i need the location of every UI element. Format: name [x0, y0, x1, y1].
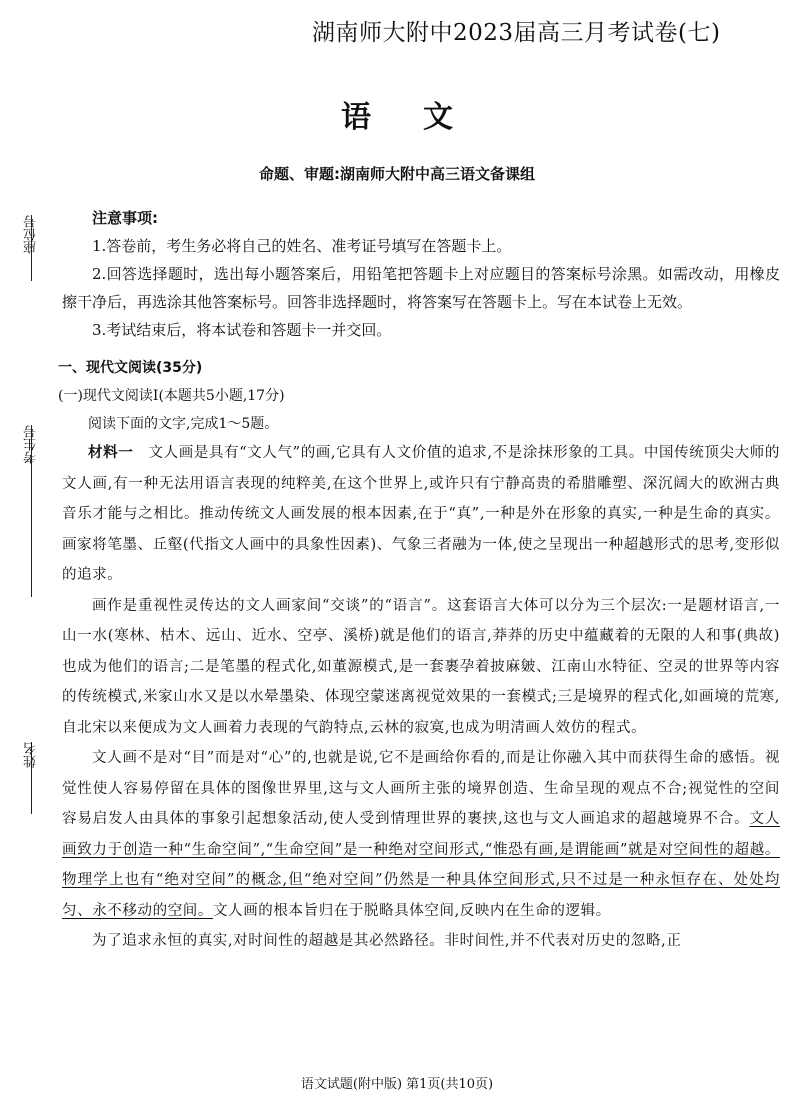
section-subtitle: (一)现代文阅读Ⅰ(本题共5小题,17分): [58, 388, 285, 404]
notice-title: 注意事项:: [92, 209, 158, 227]
seat-label: 座位号: [24, 215, 39, 254]
page-footer: 语文试题(附中版) 第1页(共10页): [300, 1077, 494, 1092]
exam-number-label: 考生号: [24, 425, 39, 464]
name-field: [22, 742, 41, 846]
exam-content: [58, 204, 780, 957]
underlined-passage: 文人画致力于创造一种“生命空间”,“生命空间”是一种绝对空间形式,“惟恐有画,是谓能画”就是对空间性的超越。物理学上也有“绝对空间”的概念,但“绝对空间”仍然是一种具体空间形式,只不过是一种永恒存在、处处均匀、永不移动的空间。: [62, 811, 780, 919]
paragraph-3: [62, 743, 780, 926]
subject-title: 语文: [341, 100, 505, 135]
section-title: 一、现代文阅读(35分): [58, 360, 203, 376]
material-label: 材料一: [88, 445, 134, 461]
instruction: 阅读下面的文字,完成1～5题。: [88, 416, 279, 432]
exam-number-field: [22, 425, 41, 642]
notice-item-1: 1.答卷前，考生务必将自己的姓名、准考证号填写在答题卡上。: [92, 237, 512, 255]
paragraph-2: 画作是重视性灵传达的文人画家间“交谈”的“语言”。这套语言大体可以分为三个层次:一是题材语言,一山一水(寒林、枯木、远山、近水、空亭、溪桥)就是他们的语言,莽莽的历史中蕴藏着的无限的人和事(典故)也成为他们的语言;二是笔墨的程式化,如董源模式,是一套裹孕着披麻皴、江南山水特征、空灵的世界等内容的传统模式,米家山水又是以水晕墨染、体现空蒙迷离视觉效果的一套模式;三是境界的程式化,如画境的荒寒,自北宋以来便成为文人画着力表现的气韵特点,云林的寂寞,也成为明清画人效仿的程式。: [62, 597, 780, 736]
seat-field: [22, 215, 41, 326]
notice-item-3: 3.考试结束后，将本试卷和答题卡一并交回。: [92, 321, 392, 339]
paragraph-1-text: 文人画是具有“文人气”的画,它具有人文价值的追求,不是涂抹形象的工具。中国传统顶尖大师的文人画,有一种无法用语言表现的纯粹美,在这个世界上,或许只有宁静高贵的希腊雕塑、深沉阔大的欧洲古典音乐才能与之相比。推动传统文人画发展的根本因素,在于“真”,一种是外在形象的真实,一种是生命的真实。画家将笔墨、丘壑(代指文人画中的具象性因素)、气象三者融为一体,使之呈现出一种超越形式的思考,变形似的追求。: [62, 445, 780, 583]
exam-title: 湖南师大附中2023届高三月考试卷(七): [312, 20, 721, 46]
authors-line: 命题、审题:湖南师大附中高三语文备课组: [258, 165, 535, 183]
paragraph-3-text-c: 文人画的根本旨归在于脱略具体空间,反映内在生命的逻辑。: [213, 902, 611, 919]
name-label: 姓名: [24, 742, 39, 768]
paragraph-4: 为了追求永恒的真实,对时间性的超越是其必然路径。非时间性,并不代表对历史的忽略,正: [92, 933, 682, 949]
notice-item-2: 2.回答选择题时，选出每小题答案后，用铅笔把答题卡上对应题目的答案标号涂黑。如需改动，用橡皮擦干净后，再选涂其他答案标号。回答非选择题时，将答案写在答题卡上。写在本试卷上无效。: [62, 265, 780, 311]
paragraph-1: [62, 438, 780, 591]
paragraph-3-text-a: 文人画不是对“目”而是对“心”的,也就是说,它不是画给你看的,而是让你融入其中而获得生命的感悟。视觉性使人容易停留在具体的图像世界里,这与文人画所主张的境界创造、生命呈现的观点不合;视觉性的空间容易启发人由具体的事象引起想象活动,使人受到情理世界的裹挟,这也与文人画追求的超越境界不合。: [62, 750, 780, 827]
